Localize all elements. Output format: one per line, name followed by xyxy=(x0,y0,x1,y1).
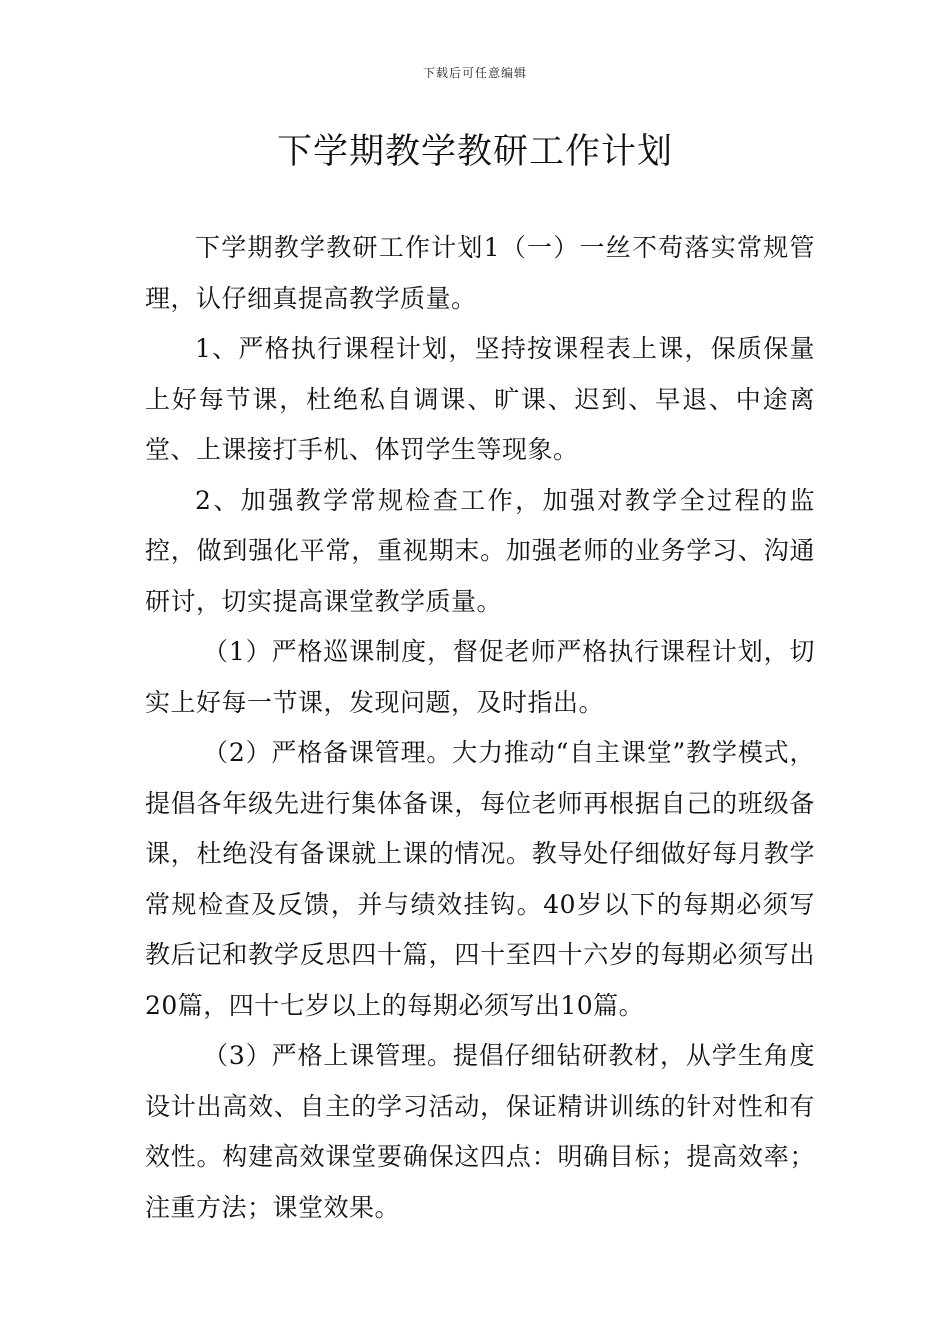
paragraph-subitem-1: （1）严格巡课制度，督促老师严格执行课程计划，切实上好每一节课，发现问题，及时指出。 xyxy=(145,637,815,717)
document-body xyxy=(145,223,815,1233)
paragraph-subitem-3: （3）严格上课管理。提倡仔细钻研教材，从学生角度设计出高效、自主的学习活动，保证精讲训练的针对性和有效性。构建高效课堂要确保这四点：明确目标；提高效率；注重方法；课堂效果。 xyxy=(145,1041,815,1222)
paragraph-subitem-2: （2）严格备课管理。大力推动“自主课堂”教学模式，提倡各年级先进行集体备课，每位老师再根据自己的班级备课，杜绝没有备课就上课的情况。教导处仔细做好每月教学常规检查及反馈，并与绩效挂钩。40岁以下的每期必须写教后记和教学反思四十篇，四十至四十六岁的每期必须写出20篇，四十七岁以上的每期必须写出10篇。 xyxy=(145,738,815,1020)
paragraph-item-1: 1、严格执行课程计划，坚持按课程表上课，保质保量上好每节课，杜绝私自调课、旷课、迟到、早退、中途离堂、上课接打手机、体罚学生等现象。 xyxy=(145,334,815,464)
paragraph-intro: 下学期教学教研工作计划1（一）一丝不苟落实常规管理，认仔细真提高教学质量。 xyxy=(145,233,815,313)
document-title: 下学期教学教研工作计划 xyxy=(276,132,673,172)
paragraph-item-2: 2、加强教学常规检查工作，加强对教学全过程的监控，做到强化平常，重视期末。加强老师的业务学习、沟通研讨，切实提高课堂教学质量。 xyxy=(145,485,815,616)
header-note: 下载后可任意编辑 xyxy=(422,66,527,80)
